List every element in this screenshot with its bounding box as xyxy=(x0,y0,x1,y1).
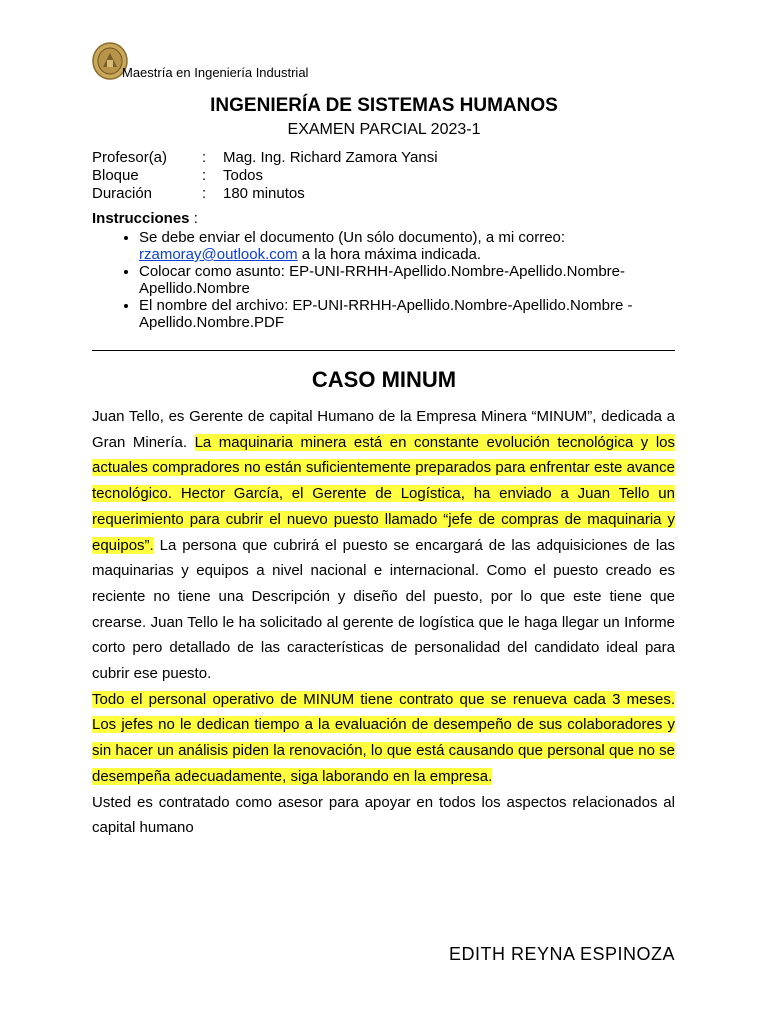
instruction-item xyxy=(139,229,682,263)
case-body xyxy=(92,404,675,841)
meta-value: Todos xyxy=(223,167,264,184)
section-divider xyxy=(92,350,675,351)
text-run: La persona que cubrirá el puesto se encargará de las adquisiciones de las maquinarias y equipos a nivel nacional e internacional. Como el puesto creado es reciente no tiene una Descripción y diseño del puesto, por lo que este tiene que crearse. Juan Tello le ha solicitado al gerente de logística que le haga llegar un Informe corto pero detallado de las características de personalidad del candidato ideal para cubrir ese puesto. xyxy=(92,536,675,683)
instruction-item: • El nombre del archivo: EP-UNI-RRHH-Apellido.Nombre-Apellido.Nombre - Apellido.Nombre.PDF xyxy=(139,297,682,331)
meta-value: 180 minutos xyxy=(223,185,305,202)
instructions-colon: : xyxy=(189,210,198,227)
instruction-text: Se debe enviar el documento (Un sólo documento), a mi correo: xyxy=(139,229,566,246)
meta-label: Duración xyxy=(92,185,153,202)
exam-meta xyxy=(92,149,438,203)
instructions xyxy=(92,210,682,331)
instructions-heading: Instrucciones xyxy=(92,210,190,227)
case-title: CASO MINUM xyxy=(311,367,457,392)
paragraph xyxy=(92,404,675,687)
meta-row-professor xyxy=(92,149,438,167)
meta-row-duration xyxy=(92,185,438,203)
meta-value: Mag. Ing. Richard Zamora Yansi xyxy=(223,149,438,166)
meta-row-block xyxy=(92,167,438,185)
instruction-text: a la hora máxima indicada. xyxy=(297,246,482,263)
highlighted-text: Todo el personal operativo de MINUM tiene contrato que se renueva cada 3 meses. Los jefes no le dedican tiempo a la evaluación de desempeño de sus colaboradores y sin hacer un análisis piden la renovación, lo que está causando que personal que no se desempeña adecuadamente, siga laborando en la empresa. xyxy=(92,690,675,785)
meta-label: Bloque xyxy=(92,167,139,184)
meta-label: Profesor(a) xyxy=(92,149,168,166)
paragraph xyxy=(92,687,675,790)
meta-sep: : xyxy=(202,185,207,202)
document-title: INGENIERÍA DE SISTEMAS HUMANOS xyxy=(210,95,558,116)
text-run: Juan Tello, es Gerente de capital Humano de la Empresa Minera “MINUM”, dedicada a Gran Minería. xyxy=(92,408,675,451)
paragraph: Usted es contratado como asesor para apoyar en todos los aspectos relacionados al capital humano xyxy=(92,793,675,837)
email-link[interactable]: rzamoray@outlook.com xyxy=(139,246,298,263)
instructions-list xyxy=(92,229,682,331)
meta-sep: : xyxy=(202,167,207,184)
instruction-item: • Colocar como asunto: EP-UNI-RRHH-Apellido.Nombre-Apellido.Nombre-Apellido.Nombre xyxy=(139,263,682,297)
highlighted-text: La maquinaria minera está en constante evolución tecnológica y los actuales compradores no están suficientemente preparados para enfrentar este avance tecnológico. Hector García, el Gerente de Logística, ha enviado a Juan Tello un requerimiento para cubrir el nuevo puesto llamado “jefe de compras de maquinaria y equipos”. xyxy=(92,433,675,554)
document-subtitle: EXAMEN PARCIAL 2023-1 xyxy=(287,121,481,138)
meta-sep: : xyxy=(202,149,207,166)
instructions-heading-row xyxy=(92,210,682,227)
program-name: Maestría en Ingeniería Industrial xyxy=(122,65,309,80)
author-name: EDITH REYNA ESPINOZA xyxy=(448,944,675,964)
